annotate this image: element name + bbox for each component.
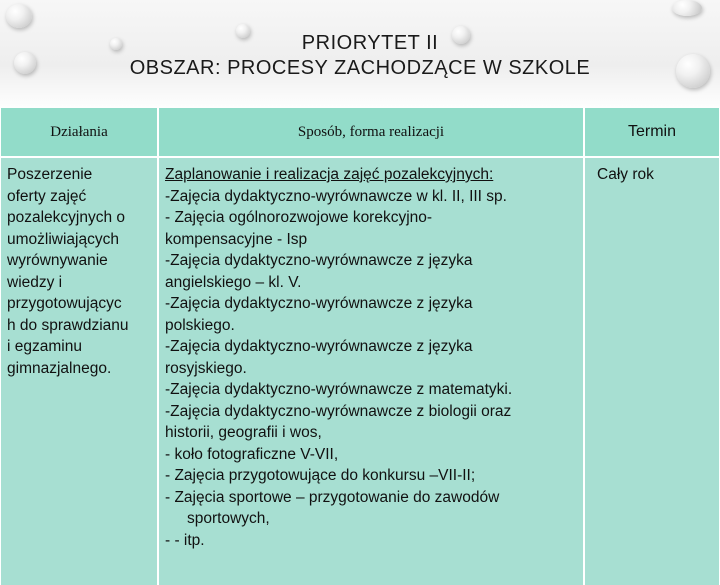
table-row — [1, 157, 719, 585]
actions-line: przygotowującyc — [7, 295, 122, 312]
header-term: Termin — [584, 108, 719, 157]
actions-line: wiedzy i — [7, 273, 63, 291]
actions-line: wyrównywanie — [7, 252, 108, 269]
method-line: - koło fotograficzne V-VII, — [165, 445, 339, 463]
method-line: -Zajęcia dydaktyczno-wyrównawcze w kl. II, III sp. — [165, 187, 507, 205]
method-line: -Zajęcia dydaktyczno-wyrównawcze z języka — [165, 295, 473, 312]
method-line: kompensacyjne - Isp — [165, 230, 308, 248]
actions-line: Poszerzenie — [7, 166, 93, 183]
header-method: Sposób, forma realizacji — [158, 108, 584, 157]
water-drop-decoration — [6, 4, 32, 28]
header-background — [0, 0, 720, 110]
method-line: rosyjskiego. — [165, 359, 247, 377]
method-line-continuation: sportowych, — [187, 510, 270, 527]
method-line: angielskiego – kl. V. — [165, 273, 302, 291]
method-line: -Zajęcia dydaktyczno-wyrównawcze z matematyki. — [165, 381, 513, 398]
method-heading: Zaplanowanie i realizacja zajęć pozalekcyjnych: — [165, 166, 494, 183]
method-line: -Zajęcia dydaktyczno-wyrównawcze z języka — [165, 338, 473, 355]
term-cell: Cały rok — [584, 157, 719, 585]
actions-line: gimnazjalnego. — [7, 359, 112, 377]
method-line-last: - - itp. — [165, 531, 205, 549]
method-line: historii, geografii i wos, — [165, 424, 322, 441]
slide-title-line1: PRIORYTET II — [301, 32, 439, 54]
method-cell — [158, 157, 584, 585]
table-header-row — [1, 108, 719, 157]
water-drop-decoration — [672, 0, 702, 16]
method-line: - Zajęcia ogólnorozwojowe korekcyjno- — [165, 209, 433, 226]
actions-line: pozalekcyjnych o — [7, 209, 126, 226]
header-actions: Działania — [1, 108, 158, 157]
plan-table — [1, 108, 719, 585]
actions-line: h do sprawdzianu — [7, 316, 129, 334]
actions-line: i egzaminu — [7, 338, 82, 355]
actions-line: umożliwiających — [7, 230, 119, 248]
actions-line: oferty zajęć — [7, 187, 87, 205]
slide-title-line2: OBSZAR: PROCESY ZACHODZĄCE W SZKOLE — [129, 57, 591, 79]
method-line: -Zajęcia dydaktyczno-wyrównawcze z biologii oraz — [165, 402, 512, 420]
method-line: - Zajęcia sportowe – przygotowanie do zawodów — [165, 488, 500, 506]
method-line: -Zajęcia dydaktyczno-wyrównawcze z języka — [165, 252, 473, 269]
method-line: polskiego. — [165, 316, 235, 334]
actions-cell — [1, 157, 158, 585]
method-line: - Zajęcia przygotowujące do konkursu –VII-II; — [165, 467, 476, 484]
